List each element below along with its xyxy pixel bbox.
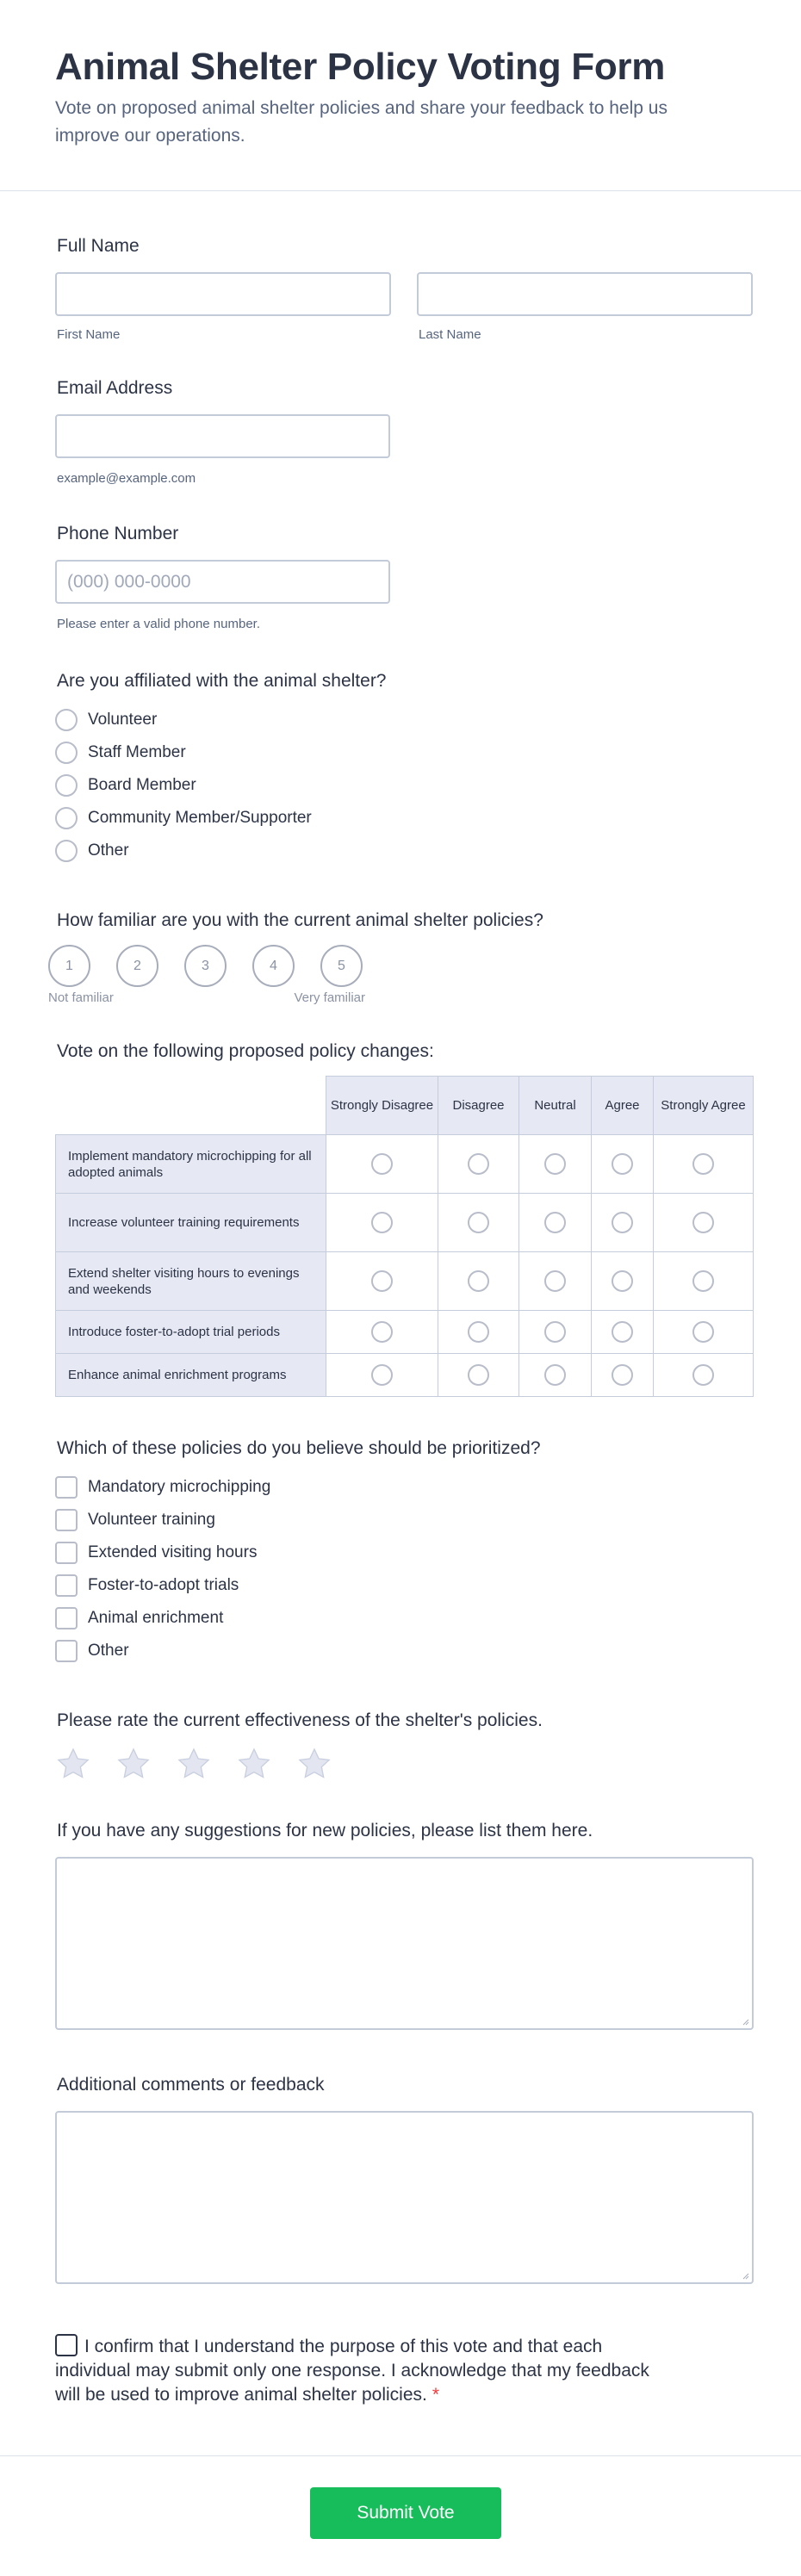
full-name-label: Full Name xyxy=(57,236,140,256)
matrix-radio[interactable] xyxy=(468,1153,489,1175)
submit-button[interactable]: Submit Vote xyxy=(310,2487,501,2539)
priority-option[interactable]: Volunteer training xyxy=(55,1504,753,1536)
priority-option[interactable]: Other xyxy=(55,1635,753,1667)
matrix-column-header: Neutral xyxy=(519,1077,592,1135)
phone-input[interactable]: (000) 000-0000 xyxy=(55,560,390,604)
priority-option[interactable]: Mandatory microchipping xyxy=(55,1471,753,1504)
matrix-radio[interactable] xyxy=(371,1321,393,1343)
matrix-row-label: Implement mandatory microchipping for all adopted animals xyxy=(56,1135,326,1194)
rating-label: Please rate the current effectiveness of the shelter's policies. xyxy=(57,1710,543,1730)
last-name-input[interactable] xyxy=(417,272,753,316)
first-name-sublabel: First Name xyxy=(57,327,121,342)
email-section xyxy=(55,376,753,487)
star-rating xyxy=(55,1747,753,1781)
email-sublabel: example@example.com xyxy=(57,471,196,486)
form-footer xyxy=(0,2455,801,2576)
matrix-column-header: Strongly Disagree xyxy=(326,1077,438,1135)
priority-option[interactable]: Foster-to-adopt trials xyxy=(55,1569,753,1602)
radio-button[interactable] xyxy=(55,709,78,731)
required-mark: * xyxy=(432,2385,440,2405)
matrix-radio[interactable] xyxy=(371,1153,393,1175)
full-name-section xyxy=(55,234,753,344)
familiarity-label: How familiar are you with the current animal shelter policies? xyxy=(57,910,543,930)
checkbox[interactable] xyxy=(55,1640,78,1662)
affiliation-option[interactable]: Board Member xyxy=(55,769,753,802)
scale-option-5[interactable]: 5 xyxy=(320,945,363,987)
comments-label: Additional comments or feedback xyxy=(57,2075,325,2095)
matrix-radio[interactable] xyxy=(692,1212,714,1233)
radio-button[interactable] xyxy=(55,774,78,797)
phone-label: Phone Number xyxy=(57,524,179,543)
matrix-radio[interactable] xyxy=(544,1364,566,1386)
star-icon[interactable] xyxy=(176,1747,212,1781)
star-icon[interactable] xyxy=(236,1747,272,1781)
matrix-radio[interactable] xyxy=(612,1364,633,1386)
checkbox[interactable] xyxy=(55,1509,78,1531)
confirm-statement xyxy=(55,2334,675,2407)
policy-matrix-section xyxy=(55,1040,753,1397)
phone-sublabel: Please enter a valid phone number. xyxy=(57,617,260,631)
confirm-checkbox[interactable] xyxy=(55,2334,78,2356)
resize-handle-icon[interactable] xyxy=(741,2271,749,2280)
scale-option-1[interactable]: 1 xyxy=(48,945,90,987)
radio-button[interactable] xyxy=(55,840,78,862)
matrix-row-label: Introduce foster-to-adopt trial periods xyxy=(56,1311,326,1354)
form-title: Animal Shelter Policy Voting Form xyxy=(55,46,666,88)
email-field[interactable] xyxy=(55,414,390,458)
affiliation-option[interactable]: Other xyxy=(55,835,753,867)
confirm-text: I confirm that I understand the purpose of this vote and that each individual may submit only one response. I acknowledge that my feedback will be used to improve animal shelter policies. xyxy=(55,2337,649,2405)
form-header xyxy=(0,0,801,191)
affiliation-option[interactable]: Volunteer xyxy=(55,704,753,736)
scale-low-label: Not familiar xyxy=(48,990,114,1005)
resize-handle-icon[interactable] xyxy=(741,2017,749,2026)
matrix-radio[interactable] xyxy=(544,1212,566,1233)
matrix-radio[interactable] xyxy=(692,1270,714,1292)
matrix-radio[interactable] xyxy=(468,1270,489,1292)
suggestions-label: If you have any suggestions for new policies, please list them here. xyxy=(57,1821,593,1840)
first-name-input[interactable] xyxy=(55,272,391,316)
star-icon[interactable] xyxy=(55,1747,91,1781)
star-icon[interactable] xyxy=(115,1747,152,1781)
scale-option-4[interactable]: 4 xyxy=(252,945,295,987)
comments-section xyxy=(55,2073,753,2284)
matrix-radio[interactable] xyxy=(544,1153,566,1175)
priorities-section xyxy=(55,1437,753,1667)
form-subtitle: Vote on proposed animal shelter policies and share your feedback to help us improve our operations. xyxy=(55,98,668,146)
matrix-radio[interactable] xyxy=(371,1212,393,1233)
matrix-radio[interactable] xyxy=(468,1212,489,1233)
matrix-row-label: Increase volunteer training requirements xyxy=(56,1194,326,1252)
affiliation-option[interactable]: Staff Member xyxy=(55,736,753,769)
familiarity-section xyxy=(48,909,753,1005)
affiliation-section xyxy=(55,669,753,867)
checkbox[interactable] xyxy=(55,1574,78,1597)
suggestions-section xyxy=(55,1819,753,2030)
suggestions-textarea[interactable] xyxy=(55,1857,754,2030)
checkbox[interactable] xyxy=(55,1542,78,1564)
matrix-radio[interactable] xyxy=(468,1321,489,1343)
scale-option-2[interactable]: 2 xyxy=(116,945,158,987)
last-name-sublabel: Last Name xyxy=(419,327,481,342)
comments-textarea[interactable] xyxy=(55,2111,754,2284)
affiliation-option[interactable]: Community Member/Supporter xyxy=(55,802,753,835)
matrix-radio[interactable] xyxy=(544,1321,566,1343)
matrix-column-header: Agree xyxy=(592,1077,654,1135)
checkbox[interactable] xyxy=(55,1607,78,1629)
radio-button[interactable] xyxy=(55,742,78,764)
matrix-row-label: Enhance animal enrichment programs xyxy=(56,1354,326,1397)
confirm-section xyxy=(55,2334,753,2407)
matrix-radio[interactable] xyxy=(692,1153,714,1175)
scale-high-label: Very familiar xyxy=(294,990,365,1005)
matrix-column-header: Disagree xyxy=(438,1077,519,1135)
matrix-radio[interactable] xyxy=(468,1364,489,1386)
priorities-label: Which of these policies do you believe should be prioritized? xyxy=(57,1438,541,1458)
affiliation-label: Are you affiliated with the animal shelter? xyxy=(57,671,387,691)
matrix-radio[interactable] xyxy=(612,1212,633,1233)
matrix-corner xyxy=(56,1077,326,1135)
matrix-radio[interactable] xyxy=(692,1321,714,1343)
matrix-radio[interactable] xyxy=(692,1364,714,1386)
matrix-radio[interactable] xyxy=(612,1321,633,1343)
scale-option-3[interactable]: 3 xyxy=(184,945,227,987)
matrix-row-label: Extend shelter visiting hours to evenings and weekends xyxy=(56,1252,326,1311)
radio-button[interactable] xyxy=(55,807,78,829)
matrix-radio[interactable] xyxy=(371,1364,393,1386)
matrix-radio[interactable] xyxy=(612,1270,633,1292)
matrix-column-header: Strongly Agree xyxy=(654,1077,754,1135)
matrix-radio[interactable] xyxy=(544,1270,566,1292)
matrix-radio[interactable] xyxy=(371,1270,393,1292)
policy-matrix-table xyxy=(55,1076,754,1397)
priority-option[interactable]: Extended visiting hours xyxy=(55,1536,753,1569)
priority-option[interactable]: Animal enrichment xyxy=(55,1602,753,1635)
phone-section xyxy=(55,522,753,633)
star-icon[interactable] xyxy=(296,1747,332,1781)
email-label: Email Address xyxy=(57,378,173,398)
rating-section xyxy=(55,1709,753,1781)
checkbox[interactable] xyxy=(55,1476,78,1499)
matrix-radio[interactable] xyxy=(612,1153,633,1175)
form-body xyxy=(0,234,801,2407)
matrix-label: Vote on the following proposed policy changes: xyxy=(57,1041,434,1061)
